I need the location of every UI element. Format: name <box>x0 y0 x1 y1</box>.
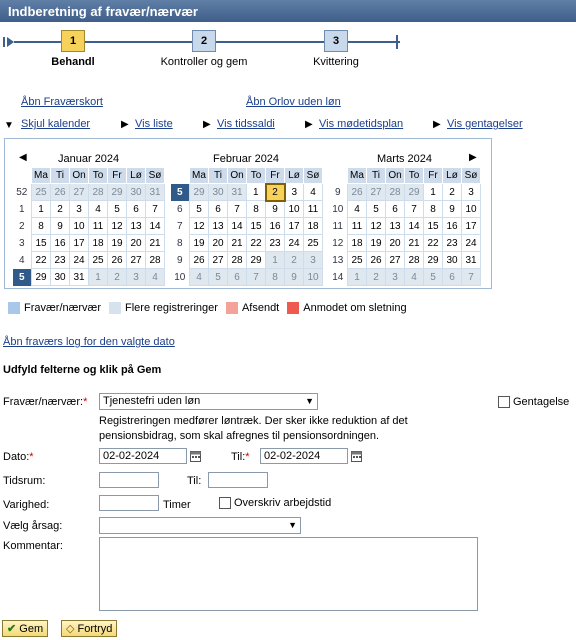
date-label: Dato:* <box>3 451 34 463</box>
tidsrum-from-input[interactable] <box>99 472 159 488</box>
calendar-day[interactable]: 3 <box>304 252 323 269</box>
calendar-month <box>328 167 481 286</box>
checkmark-icon: ✔ <box>7 623 17 635</box>
timer-label: Timer <box>163 499 191 511</box>
weekday-header: Ti <box>367 168 386 184</box>
calendar-month <box>12 167 165 286</box>
calendar-day[interactable]: 5 <box>367 201 386 218</box>
calendar-day[interactable]: 8 <box>266 269 285 286</box>
calendar-day[interactable]: 9 <box>443 201 462 218</box>
triangle-right-icon: ▶ <box>121 119 129 130</box>
weekday-header: Sø <box>462 168 481 184</box>
calendar-day[interactable]: 5 <box>190 201 209 218</box>
calendar-day[interactable]: 25 <box>304 235 323 252</box>
calendar-day[interactable]: 28 <box>146 252 165 269</box>
aarsag-label: Vælg årsag: <box>3 520 63 532</box>
calendar-day[interactable]: 3 <box>462 184 481 201</box>
calendar-day[interactable]: 5 <box>424 269 443 286</box>
calendar-day[interactable]: 25 <box>348 252 367 269</box>
calendar-day[interactable]: 8 <box>424 201 443 218</box>
calendar-day[interactable]: 27 <box>127 252 146 269</box>
chevron-down-icon: ▼ <box>288 520 297 530</box>
til-date-input[interactable]: 02-02-2024 <box>260 448 348 464</box>
cancel-button[interactable]: ◇ Fortryd <box>61 620 117 637</box>
triangle-right-icon: ▶ <box>433 119 441 130</box>
calendar-day[interactable]: 17 <box>70 235 89 252</box>
calendar-day[interactable]: 11 <box>304 201 323 218</box>
calendar-day[interactable]: 7 <box>462 269 481 286</box>
calendar-day[interactable]: 28 <box>89 184 108 201</box>
weekday-header: Sø <box>304 168 323 184</box>
calendar-day[interactable]: 4 <box>405 269 424 286</box>
calendar-day[interactable]: 30 <box>127 184 146 201</box>
overskriv-label: Overskriv arbejdstid <box>234 497 332 509</box>
calendar-day[interactable]: 10 <box>70 218 89 235</box>
calendar-day[interactable]: 4 <box>304 184 323 201</box>
calendar-day[interactable]: 8 <box>247 201 266 218</box>
weekday-header: On <box>228 168 247 184</box>
calendar-day[interactable]: 6 <box>386 201 405 218</box>
til-label: Til:* <box>231 451 250 463</box>
calendar-day[interactable]: 1 <box>348 269 367 286</box>
show-modetidsplan-link[interactable]: Vis mødetidsplan <box>319 118 404 130</box>
calendar-day[interactable]: 20 <box>127 235 146 252</box>
calendar-day[interactable]: 28 <box>228 252 247 269</box>
weekday-header: Ti <box>209 168 228 184</box>
calendar-day[interactable]: 29 <box>424 252 443 269</box>
weekday-header: Fr <box>266 168 285 184</box>
save-button[interactable]: ✔ Gem <box>2 620 48 637</box>
weekday-header: Sø <box>146 168 165 184</box>
calendar-day[interactable]: 6 <box>127 201 146 218</box>
triangle-right-icon: ▶ <box>203 119 211 130</box>
calendar-day[interactable]: 2 <box>367 269 386 286</box>
calendar-day[interactable]: 29 <box>32 269 51 286</box>
calendar-day[interactable]: 1 <box>247 184 266 201</box>
calendar-day[interactable]: 13 <box>127 218 146 235</box>
calendar-day[interactable]: 10 <box>304 269 323 286</box>
calendar-day[interactable]: 21 <box>228 235 247 252</box>
calendar-day[interactable]: 11 <box>348 218 367 235</box>
triangle-down-icon: ▼ <box>4 120 14 131</box>
calendar-day[interactable]: 24 <box>462 235 481 252</box>
calendar-day[interactable]: 21 <box>405 235 424 252</box>
week-number: 9 <box>329 184 348 201</box>
weekday-header: To <box>405 168 424 184</box>
calendar-day[interactable]: 22 <box>32 252 51 269</box>
calendar-day[interactable]: 30 <box>51 269 70 286</box>
calendar-day[interactable]: 19 <box>190 235 209 252</box>
calendar-day[interactable]: 16 <box>51 235 70 252</box>
calendar-day[interactable]: 20 <box>386 235 405 252</box>
calendar-day[interactable]: 14 <box>228 218 247 235</box>
tidsrum-label: Tidsrum: <box>3 475 46 487</box>
calendar-day[interactable]: 2 <box>108 269 127 286</box>
calendar-day[interactable]: 4 <box>89 201 108 218</box>
calendar-day[interactable]: 25 <box>89 252 108 269</box>
show-tidssaldi-link[interactable]: Vis tidssaldi <box>217 118 275 130</box>
calendar-day[interactable]: 31 <box>146 184 165 201</box>
weekday-header: Fr <box>108 168 127 184</box>
week-number: 14 <box>329 269 348 286</box>
calendar-day[interactable]: 5 <box>209 269 228 286</box>
weekday-header: Lø <box>285 168 304 184</box>
week-number: 13 <box>329 252 348 269</box>
prev-month-icon[interactable]: ◀ <box>19 152 27 163</box>
weekday-header: Ma <box>190 168 209 184</box>
week-number: 8 <box>171 235 190 252</box>
chevron-down-icon: ▼ <box>305 396 314 406</box>
tidsrum-to-input[interactable] <box>208 472 268 488</box>
step-2-label: Kontroller og gem <box>160 56 248 68</box>
weekday-header: Ti <box>51 168 70 184</box>
week-number: 52 <box>13 184 32 201</box>
calendar-day[interactable]: 9 <box>266 201 285 218</box>
calendar-day[interactable]: 31 <box>462 252 481 269</box>
legend <box>8 302 407 314</box>
calendar-month <box>170 167 323 286</box>
calendar-day[interactable]: 30 <box>209 184 228 201</box>
overskriv-checkbox[interactable] <box>219 497 231 509</box>
legend-label: Afsendt <box>241 302 280 314</box>
weekday-header: Ma <box>32 168 51 184</box>
calendar-day[interactable]: 9 <box>285 269 304 286</box>
page-header <box>0 0 576 22</box>
note-line: pensionsbidrag, som skal afregnes til pensionsordningen. <box>99 430 380 442</box>
calendar-day[interactable]: 13 <box>209 218 228 235</box>
calendar-day[interactable]: 4 <box>348 201 367 218</box>
calendar-day[interactable]: 17 <box>285 218 304 235</box>
calendar-day[interactable]: 18 <box>348 235 367 252</box>
calendar-day[interactable]: 31 <box>70 269 89 286</box>
calendar-day[interactable]: 7 <box>146 201 165 218</box>
calendar-day[interactable]: 29 <box>405 184 424 201</box>
calendar-day[interactable]: 7 <box>405 201 424 218</box>
weekday-header: Fr <box>424 168 443 184</box>
calendar-day[interactable]: 23 <box>51 252 70 269</box>
calendar-day[interactable]: 12 <box>367 218 386 235</box>
calendar-day[interactable]: 20 <box>209 235 228 252</box>
calendar-day[interactable]: 2 <box>285 252 304 269</box>
calendar-day[interactable]: 9 <box>51 218 70 235</box>
calendar-day[interactable]: 8 <box>32 218 51 235</box>
calendar-day[interactable]: 14 <box>405 218 424 235</box>
calendar-day[interactable]: 1 <box>89 269 108 286</box>
calendar-day[interactable]: 4 <box>146 269 165 286</box>
weekday-header: To <box>89 168 108 184</box>
calendar-day[interactable]: 29 <box>190 184 209 201</box>
open-log-link[interactable]: Åbn fraværs log for den valgte dato <box>3 336 175 348</box>
calendar-day[interactable]: 6 <box>443 269 462 286</box>
legend-label: Anmodet om sletning <box>303 302 407 314</box>
week-number: 10 <box>171 269 190 286</box>
show-gentagelser-link[interactable]: Vis gentagelser <box>447 118 523 130</box>
weekday-header: On <box>70 168 89 184</box>
date-input[interactable]: 02-02-2024 <box>99 448 187 464</box>
calendar-day[interactable]: 16 <box>266 218 285 235</box>
weekday-header: Ma <box>348 168 367 184</box>
calendar-day[interactable]: 18 <box>304 218 323 235</box>
note-line: Registreringen medfører løntræk. Der sker ikke reduktion af det <box>99 415 408 427</box>
step-2-box[interactable]: 2 <box>192 30 216 52</box>
calendar-day[interactable]: 10 <box>285 201 304 218</box>
calendar-day[interactable]: 27 <box>209 252 228 269</box>
calendar-day[interactable]: 23 <box>443 235 462 252</box>
calendar-day[interactable]: 7 <box>228 201 247 218</box>
calendar-day[interactable]: 24 <box>285 235 304 252</box>
week-number: 9 <box>171 252 190 269</box>
week-number: 6 <box>171 201 190 218</box>
legend-swatch <box>8 302 20 314</box>
gentagelse-label: Gentagelse <box>513 396 570 408</box>
calendar-day[interactable]: 28 <box>386 184 405 201</box>
calendar-day[interactable]: 27 <box>367 184 386 201</box>
calendar-day[interactable]: 18 <box>89 235 108 252</box>
calendar-day[interactable]: 1 <box>424 184 443 201</box>
legend-swatch <box>109 302 121 314</box>
week-number: 5 <box>171 184 190 201</box>
weekday-header: Lø <box>127 168 146 184</box>
type-select[interactable]: Tjenestefri uden løn ▼ <box>99 393 318 410</box>
calendar-day[interactable]: 17 <box>462 218 481 235</box>
calendar-day[interactable]: 28 <box>405 252 424 269</box>
form-instruction: Udfyld felterne og klik på Gem <box>3 364 162 376</box>
weekday-header: To <box>247 168 266 184</box>
step-1-label: Behandl <box>51 56 95 68</box>
varighed-input[interactable] <box>99 495 159 511</box>
calendar-day[interactable]: 26 <box>348 184 367 201</box>
calendar-day[interactable]: 29 <box>247 252 266 269</box>
calendar-day[interactable]: 4 <box>190 269 209 286</box>
calendar-day[interactable]: 3 <box>386 269 405 286</box>
varighed-label: Varighed: <box>3 499 50 511</box>
calendar-day[interactable]: 12 <box>190 218 209 235</box>
week-number: 5 <box>13 269 32 286</box>
calendar-day[interactable]: 15 <box>424 218 443 235</box>
calendar-day[interactable]: 2 <box>266 184 285 201</box>
page-title: Indberetning af fravær/nærvær <box>8 4 198 19</box>
calendar-day[interactable]: 29 <box>108 184 127 201</box>
calendar-day[interactable]: 2 <box>51 201 70 218</box>
aarsag-select[interactable] <box>99 517 301 534</box>
calendar-day[interactable]: 16 <box>443 218 462 235</box>
legend-swatch <box>226 302 238 314</box>
calendar-day[interactable]: 24 <box>70 252 89 269</box>
step-1-box[interactable]: 1 <box>61 30 85 52</box>
diamond-icon: ◇ <box>66 623 75 635</box>
open-fravaerskort-link[interactable]: Åbn Fraværskort <box>21 96 103 108</box>
calendar-day[interactable]: 30 <box>443 252 462 269</box>
calendar-day[interactable]: 3 <box>127 269 146 286</box>
calendar-day[interactable]: 26 <box>367 252 386 269</box>
calendar-day[interactable]: 27 <box>70 184 89 201</box>
calendar-day[interactable]: 6 <box>209 201 228 218</box>
next-month-icon[interactable]: ▶ <box>469 152 477 163</box>
calendar-day[interactable]: 21 <box>146 235 165 252</box>
calendar-day[interactable]: 26 <box>51 184 70 201</box>
calendar-icon[interactable] <box>351 450 363 462</box>
tidsrum-til-label: Til: <box>187 475 202 487</box>
calendar-day[interactable]: 7 <box>247 269 266 286</box>
week-number: 1 <box>13 201 32 218</box>
calendar-day[interactable]: 2 <box>443 184 462 201</box>
weekday-header: On <box>386 168 405 184</box>
calendar-day[interactable]: 25 <box>32 184 51 201</box>
calendar-day[interactable]: 19 <box>108 235 127 252</box>
legend-label: Fravær/nærvær <box>24 302 102 314</box>
calendar-day[interactable]: 22 <box>424 235 443 252</box>
calendar-icon[interactable] <box>190 450 202 462</box>
step-rail-end-icon <box>396 35 398 49</box>
weekday-header: Lø <box>443 168 462 184</box>
calendar-day[interactable]: 12 <box>108 218 127 235</box>
calendar-day[interactable]: 11 <box>89 218 108 235</box>
calendar-day[interactable]: 15 <box>247 218 266 235</box>
calendar-day[interactable]: 15 <box>32 235 51 252</box>
open-orlov-link[interactable]: Åbn Orlov uden løn <box>246 96 341 108</box>
week-number: 7 <box>171 218 190 235</box>
hide-calendar-link[interactable]: Skjul kalender <box>21 118 91 130</box>
week-number: 10 <box>329 201 348 218</box>
calendar-day[interactable]: 13 <box>386 218 405 235</box>
calendar-day[interactable]: 3 <box>285 184 304 201</box>
calendar-day[interactable]: 1 <box>32 201 51 218</box>
month-title: Marts 2024 <box>377 153 433 165</box>
calendar-day[interactable]: 3 <box>70 201 89 218</box>
legend-swatch <box>287 302 299 314</box>
calendar-day[interactable]: 14 <box>146 218 165 235</box>
triangle-right-icon: ▶ <box>305 119 313 130</box>
week-number: 3 <box>13 235 32 252</box>
week-number: 11 <box>329 218 348 235</box>
calendar-day[interactable]: 5 <box>108 201 127 218</box>
month-title: Februar 2024 <box>213 153 280 165</box>
calendar-day[interactable]: 10 <box>462 201 481 218</box>
calendar-day[interactable]: 6 <box>228 269 247 286</box>
calendar-day[interactable]: 1 <box>266 252 285 269</box>
week-number: 4 <box>13 252 32 269</box>
calendar-day[interactable]: 19 <box>367 235 386 252</box>
type-label: Fravær/nærvær:* <box>3 396 88 408</box>
kommentar-label: Kommentar: <box>3 540 63 552</box>
calendar-day[interactable]: 26 <box>108 252 127 269</box>
week-number: 12 <box>329 235 348 252</box>
calendar-day[interactable]: 27 <box>386 252 405 269</box>
step-3-box[interactable]: 3 <box>324 30 348 52</box>
legend-label: Flere registreringer <box>125 302 218 314</box>
calendar-day[interactable]: 22 <box>247 235 266 252</box>
week-number: 2 <box>13 218 32 235</box>
calendar-day[interactable]: 26 <box>190 252 209 269</box>
calendar-day[interactable]: 23 <box>266 235 285 252</box>
step-3-label: Kvittering <box>313 56 359 68</box>
gentagelse-checkbox[interactable] <box>498 396 510 408</box>
kommentar-textarea[interactable] <box>99 537 478 611</box>
month-title: Januar 2024 <box>58 153 120 165</box>
show-list-link[interactable]: Vis liste <box>135 118 173 130</box>
calendar-day[interactable]: 31 <box>228 184 247 201</box>
